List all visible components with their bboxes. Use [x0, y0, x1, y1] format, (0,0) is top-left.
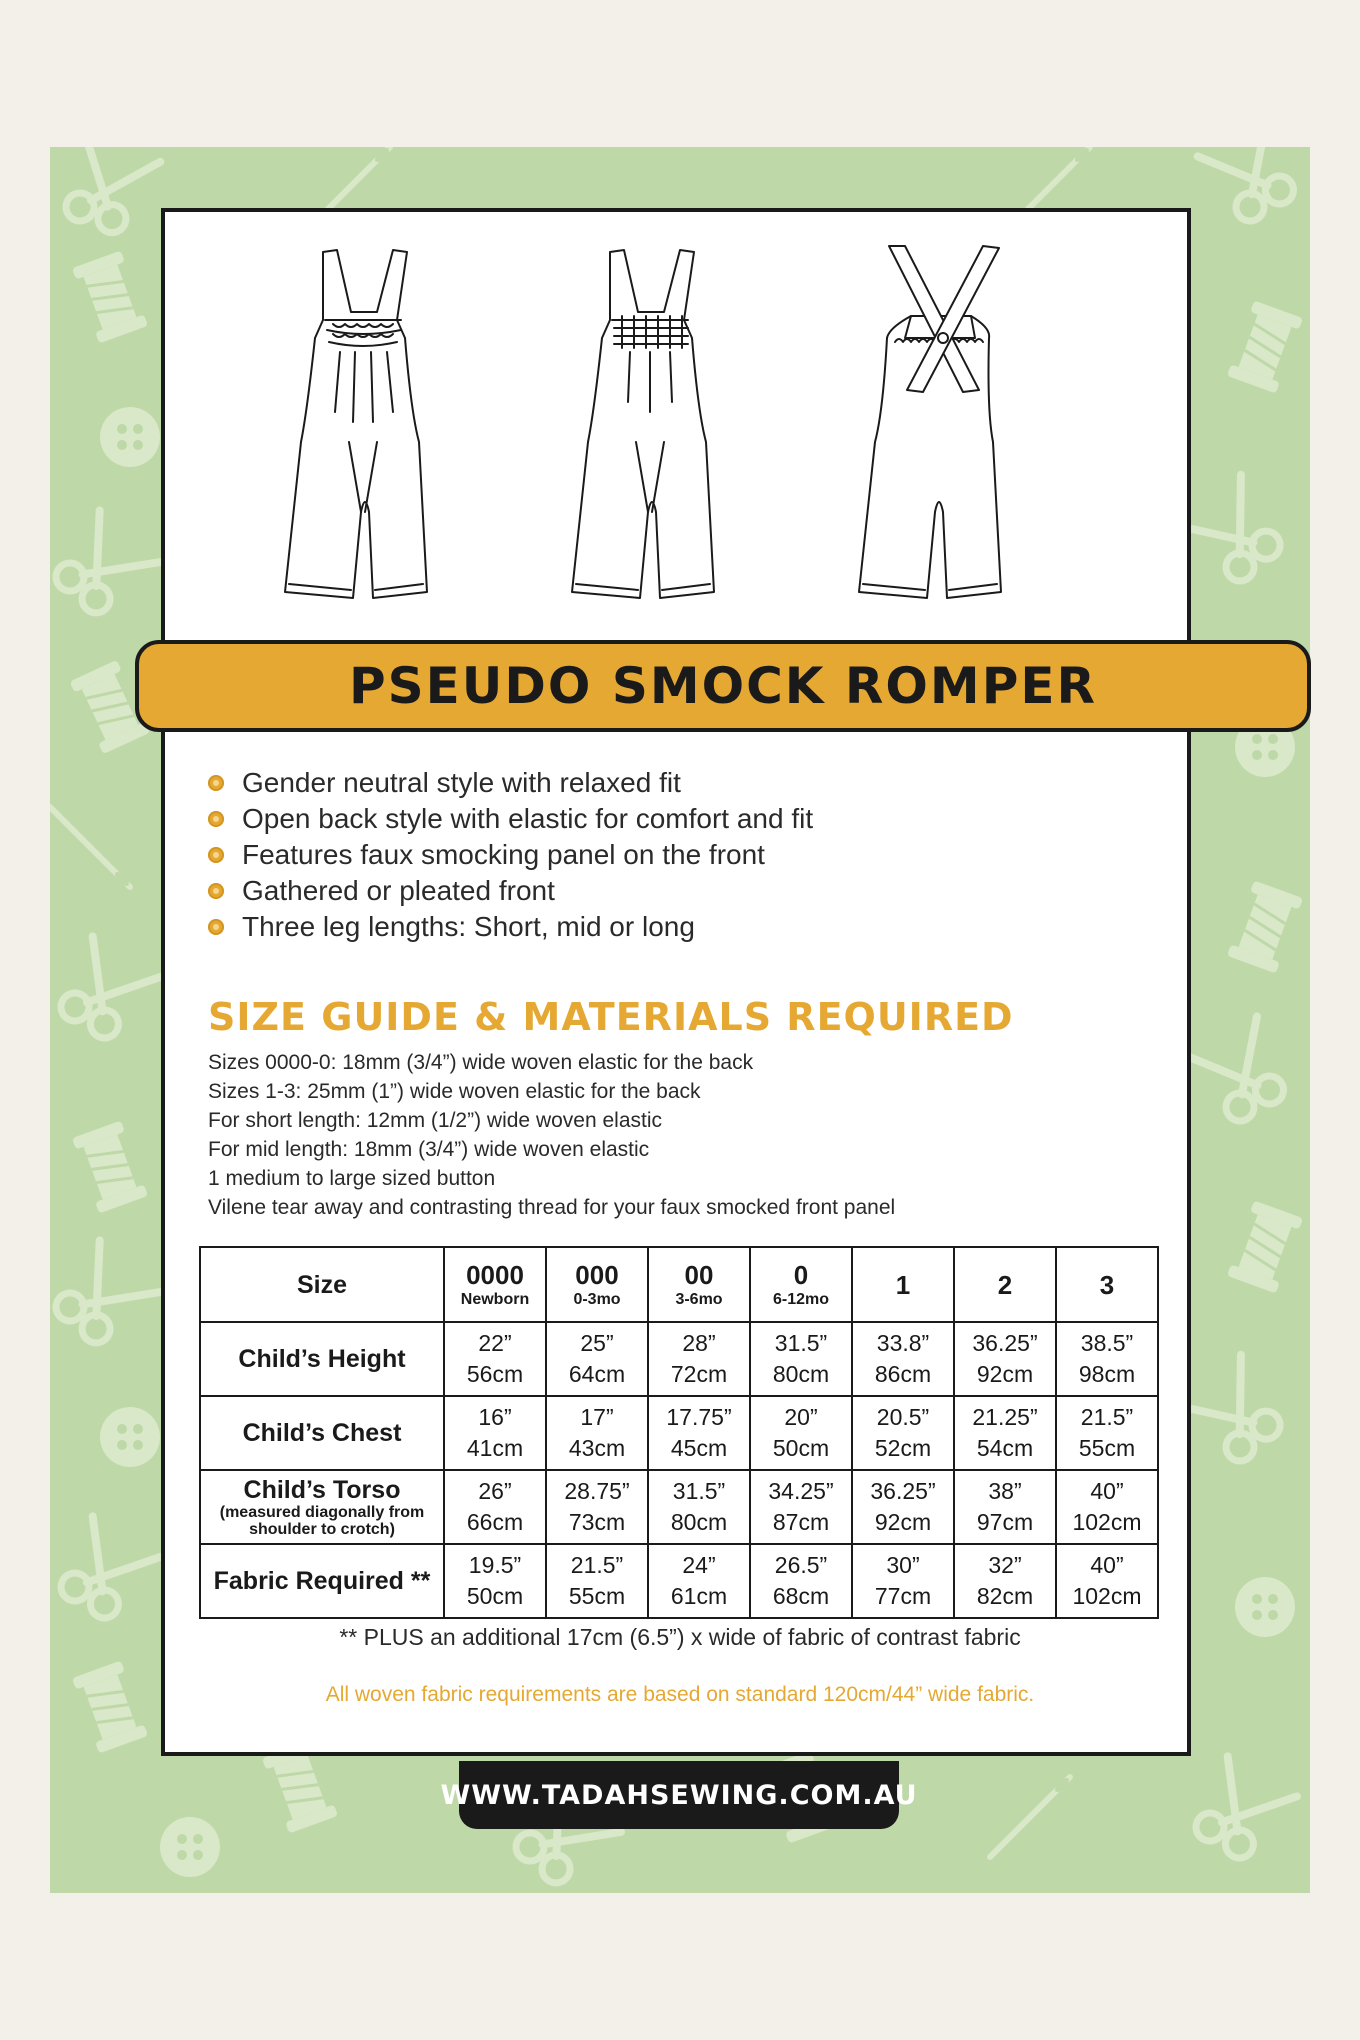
material-item: 1 medium to large sized button — [208, 1167, 496, 1190]
size-header-cell: 3 — [1056, 1247, 1158, 1322]
page-title: PSEUDO SMOCK ROMPER — [348, 657, 1097, 715]
table-cell: 20” 50cm — [750, 1396, 852, 1470]
table-cell: 17” 43cm — [546, 1396, 648, 1470]
table-row — [200, 1544, 1158, 1618]
title-banner — [135, 640, 1311, 732]
romper-front-gathered-illustration — [285, 250, 427, 598]
feature-item: Open back style with elastic for comfort and fit — [208, 801, 1108, 837]
size-header-row — [200, 1247, 1158, 1322]
feature-item: Gender neutral style with relaxed fit — [208, 765, 1108, 801]
size-header-label: Size — [200, 1247, 444, 1322]
material-item: Vilene tear away and contrasting thread for your faux smocked front panel — [208, 1196, 896, 1219]
bullet-button-icon — [208, 811, 224, 827]
romper-front-pleated-illustration — [572, 250, 714, 598]
table-cell: 40” 102cm — [1056, 1544, 1158, 1618]
table-cell: 26.5” 68cm — [750, 1544, 852, 1618]
contrast-fabric-footnote: ** PLUS an additional 17cm (6.5”) x wide of fabric of contrast fabric — [339, 1624, 1021, 1650]
table-cell: 26” 66cm — [444, 1470, 546, 1544]
table-cell: 38.5” 98cm — [1056, 1322, 1158, 1396]
fabric-width-note: All woven fabric requirements are based on standard 120cm/44” wide fabric. — [325, 1683, 1035, 1706]
bullet-button-icon — [208, 775, 224, 791]
size-chart-table — [199, 1246, 1159, 1619]
table-cell: 22” 56cm — [444, 1322, 546, 1396]
website-url[interactable]: WWW.TADAHSEWING.COM.AU — [440, 1779, 918, 1811]
table-cell: 32” 82cm — [954, 1544, 1056, 1618]
size-header-cell: 1 — [852, 1247, 954, 1322]
bullet-button-icon — [208, 847, 224, 863]
material-item: Sizes 0000-0: 18mm (3/4”) wide woven elastic for the back — [208, 1051, 754, 1074]
table-cell: 19.5” 50cm — [444, 1544, 546, 1618]
table-cell: 20.5” 52cm — [852, 1396, 954, 1470]
table-cell: 36.25” 92cm — [954, 1322, 1056, 1396]
table-cell: 21.5” 55cm — [1056, 1396, 1158, 1470]
bullet-button-icon — [208, 919, 224, 935]
row-label-fabric: Fabric Required ** — [200, 1544, 444, 1618]
size-guide-heading: SIZE GUIDE & MATERIALS REQUIRED — [208, 995, 1014, 1039]
romper-illustrations — [165, 212, 1187, 632]
table-cell: 28.75” 73cm — [546, 1470, 648, 1544]
material-item: Sizes 1-3: 25mm (1”) wide woven elastic for the back — [208, 1080, 701, 1103]
table-cell: 24” 61cm — [648, 1544, 750, 1618]
website-tab — [440, 1761, 918, 1829]
table-cell: 31.5” 80cm — [648, 1470, 750, 1544]
feature-item: Three leg lengths: Short, mid or long — [208, 909, 1108, 945]
table-cell: 40” 102cm — [1056, 1470, 1158, 1544]
material-item: For mid length: 18mm (3/4”) wide woven elastic — [208, 1138, 650, 1161]
romper-back-illustration — [859, 246, 1001, 598]
feature-item: Gathered or pleated front — [208, 873, 1108, 909]
size-header-cell: 2 — [954, 1247, 1056, 1322]
table-cell: 31.5” 80cm — [750, 1322, 852, 1396]
table-cell: 21.25” 54cm — [954, 1396, 1056, 1470]
table-row — [200, 1322, 1158, 1396]
row-label-chest: Child’s Chest — [200, 1396, 444, 1470]
features-list — [208, 765, 1108, 945]
table-cell: 30” 77cm — [852, 1544, 954, 1618]
table-cell: 16” 41cm — [444, 1396, 546, 1470]
material-item: For short length: 12mm (1/2”) wide woven elastic — [208, 1109, 663, 1132]
size-header-cell: 000 0-3mo — [546, 1247, 648, 1322]
materials-list — [208, 1048, 1108, 1222]
row-label-height: Child’s Height — [200, 1322, 444, 1396]
table-row — [200, 1470, 1158, 1544]
row-label-torso: Child’s Torso (measured diagonally from shoulder to crotch) — [200, 1470, 444, 1544]
feature-item: Features faux smocking panel on the front — [208, 837, 1108, 873]
table-cell: 17.75” 45cm — [648, 1396, 750, 1470]
table-cell: 25” 64cm — [546, 1322, 648, 1396]
table-cell: 33.8” 86cm — [852, 1322, 954, 1396]
table-row — [200, 1396, 1158, 1470]
size-header-cell: 0000 Newborn — [444, 1247, 546, 1322]
size-header-cell: 0 6-12mo — [750, 1247, 852, 1322]
table-cell: 34.25” 87cm — [750, 1470, 852, 1544]
bullet-button-icon — [208, 883, 224, 899]
row-sublabel: (measured diagonally from shoulder to crotch) — [219, 1504, 425, 1538]
table-cell: 36.25” 92cm — [852, 1470, 954, 1544]
table-cell: 38” 97cm — [954, 1470, 1056, 1544]
size-header-cell: 00 3-6mo — [648, 1247, 750, 1322]
table-cell: 21.5” 55cm — [546, 1544, 648, 1618]
table-cell: 28” 72cm — [648, 1322, 750, 1396]
